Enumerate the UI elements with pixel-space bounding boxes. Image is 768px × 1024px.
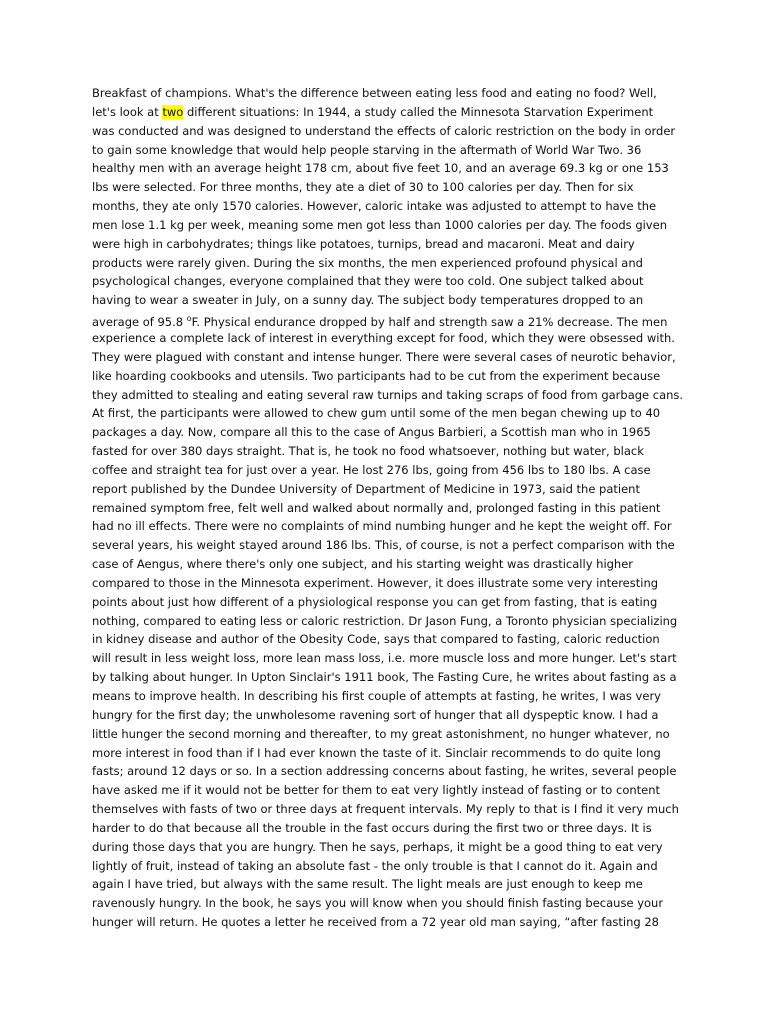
text-line: months, they ate only 1570 calories. However, caloric intake was adjusted to attempt to have the bbox=[92, 199, 657, 214]
text-line: in kidney disease and author of the Obesity Code, says that compared to fasting, caloric reduction bbox=[92, 632, 660, 647]
text-line: fasts; around 12 days or so. In a section addressing concerns about fasting, he writes, several people bbox=[92, 764, 677, 779]
text-line: nothing, compared to eating less or caloric restriction. Dr Jason Fung, a Toronto physician specializing bbox=[92, 613, 678, 628]
text-line bbox=[92, 103, 692, 122]
text-line: experience a complete lack of interest in everything except for food, which they were obsessed with. bbox=[92, 330, 675, 345]
text-line: products were rarely given. During the six months, the men experienced profound physical and bbox=[92, 255, 643, 270]
text-line: hunger will return. He quotes a letter he received from a 72 year old man saying, “after fasting 28 bbox=[92, 915, 659, 930]
text-line: like hoarding cookbooks and utensils. Two participants had to be cut from the experiment because bbox=[92, 368, 661, 383]
text-line: have asked me if it would not be better for them to eat very lightly instead of fasting or to content bbox=[92, 783, 661, 798]
text-line: psychological changes, everyone complained that they were too cold. One subject talked about bbox=[92, 274, 644, 289]
text-line: healthy men with an average height 178 cm, about five feet 10, and an average 69.3 kg or one 153 bbox=[92, 161, 669, 176]
text-line: lbs were selected. For three months, they ate a diet of 30 to 100 calories per day. Then for six bbox=[92, 180, 634, 195]
text-line-rest: F. Physical endurance dropped by half and strength saw a 21% decrease. The men bbox=[191, 314, 668, 329]
text-line: ravenously hungry. In the book, he says you will know when you should finish fasting because your bbox=[92, 896, 664, 911]
text-line: had no ill effects. There were no complaints of mind numbing hunger and he kept the weight off. For bbox=[92, 519, 672, 534]
text-line: case of Aengus, where there's only one subject, and his starting weight was drastically higher bbox=[92, 557, 634, 572]
text-line: during those days that you are hungry. Then he says, perhaps, it might be a good thing to eat very bbox=[92, 839, 663, 854]
text-line-prefix: average of 95.8 bbox=[92, 314, 187, 329]
text-line: more interest in food than if I had ever known the taste of it. Sinclair recommends to do quite long bbox=[92, 745, 661, 760]
text-line: coffee and straight tea for just over a year. He lost 276 lbs, going from 456 lbs to 180 lbs. A case bbox=[92, 462, 651, 477]
text-line bbox=[92, 310, 692, 329]
text-line: harder to do that because all the trouble in the fast occurs during the first two or three days. It is bbox=[92, 820, 652, 835]
text-line: having to wear a sweater in July, on a sunny day. The subject body temperatures dropped to an bbox=[92, 293, 644, 308]
text-line: by talking about hunger. In Upton Sinclair's 1911 book, The Fasting Cure, he writes about fasting as a bbox=[92, 670, 677, 685]
text-line: remained symptom free, felt well and walked about normally and, prolonged fasting in this patient bbox=[92, 500, 661, 515]
highlighted-word: two bbox=[162, 104, 184, 119]
text-line: themselves with fasts of two or three days at frequent intervals. My reply to that is I find it very much bbox=[92, 802, 679, 817]
text-line: At first, the participants were allowed to chew gum until some of the men began chewing up to 40 bbox=[92, 406, 661, 421]
text-line: little hunger the second morning and thereafter, to my great astonishment, no hunger whatever, no bbox=[92, 726, 670, 741]
text-line-prefix: let's look at bbox=[92, 104, 163, 119]
text-line: several years, his weight stayed around 186 lbs. This, of course, is not a perfect comparison with the bbox=[92, 538, 675, 553]
text-line: report published by the Dundee University of Department of Medicine in 1973, said the patient bbox=[92, 481, 640, 496]
text-line: fasted for over 380 days straight. That is, he took no food whatsoever, nothing but water, black bbox=[92, 444, 644, 459]
text-line: were high in carbohydrates; things like potatoes, turnips, bread and macaroni. Meat and dairy bbox=[92, 236, 635, 251]
text-line: compared to those in the Minnesota experiment. However, it does illustrate some very interesting bbox=[92, 575, 659, 590]
text-line: means to improve health. In describing his first couple of attempts at fasting, he writes, I was very bbox=[92, 689, 661, 703]
body-text bbox=[92, 84, 692, 932]
text-line: hungry for the first day; the unwholesome ravening sort of hunger that all dyspeptic know. I had a bbox=[92, 707, 659, 722]
text-line: lightly of fruit, instead of taking an absolute fast - the only trouble is that I cannot do it. Again and bbox=[92, 858, 658, 873]
text-line: points about just how different of a physiological response you can get from fasting, that is eating bbox=[92, 594, 658, 609]
text-line-rest: different situations: In 1944, a study called the Minnesota Starvation Experiment bbox=[187, 104, 654, 119]
degree-superscript: o bbox=[186, 314, 192, 324]
text-line: Breakfast of champions. What's the difference between eating less food and eating no food? Well, bbox=[92, 86, 657, 100]
text-line: they admitted to stealing and eating several raw turnips and taking scraps of food from garbage cans. bbox=[92, 387, 684, 402]
text-line: will result in less weight loss, more lean mass loss, i.e. more muscle loss and more hunger. Let's start bbox=[92, 651, 677, 666]
text-line: packages a day. Now, compare all this to the case of Angus Barbieri, a Scottish man who in 1965 bbox=[92, 425, 651, 440]
text-line: They were plagued with constant and intense hunger. There were several cases of neurotic behavior, bbox=[92, 349, 676, 364]
text-line: to gain some knowledge that would help people starving in the aftermath of World War Two. 36 bbox=[92, 142, 642, 157]
text-line: was conducted and was designed to understand the effects of caloric restriction on the body in order bbox=[92, 123, 676, 138]
text-line: again I have tried, but always with the same result. The light meals are just enough to keep me bbox=[92, 877, 643, 892]
text-line: men lose 1.1 kg per week, meaning some men got less than 1000 calories per day. The foods given bbox=[92, 217, 667, 232]
